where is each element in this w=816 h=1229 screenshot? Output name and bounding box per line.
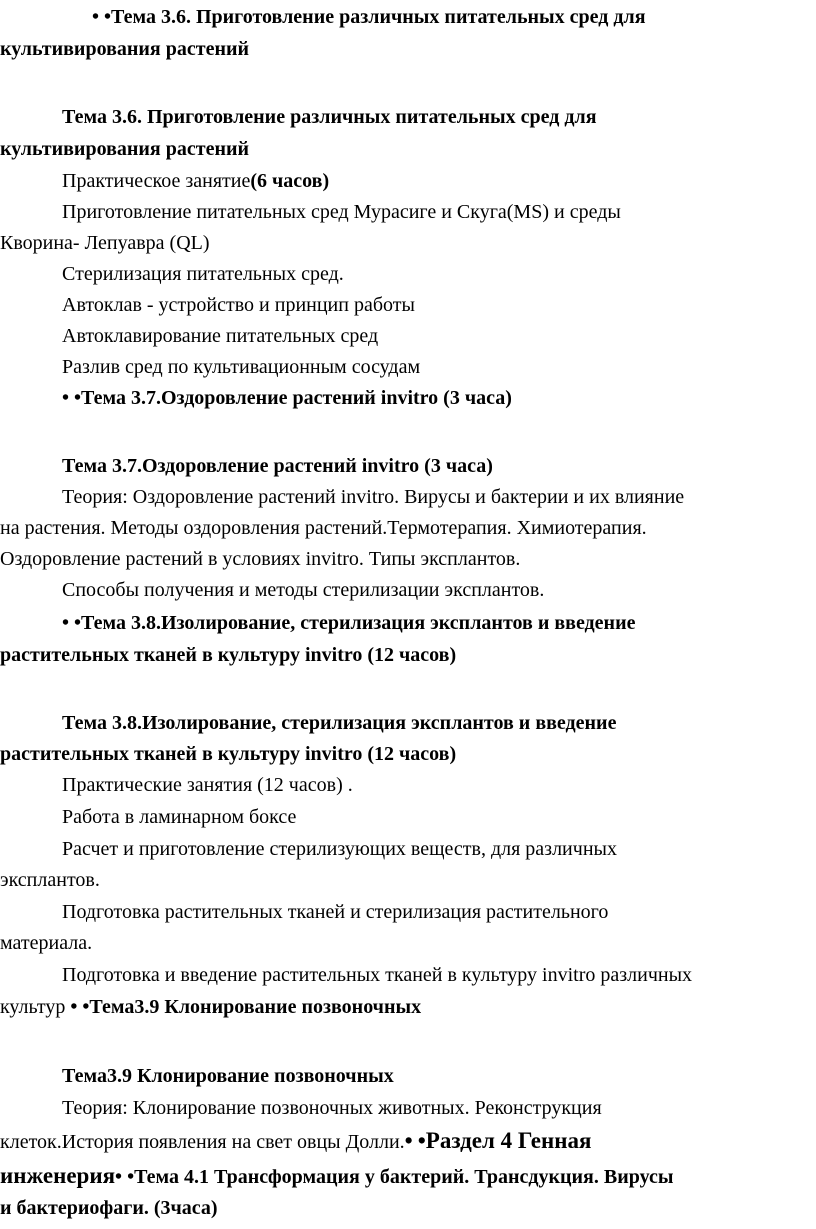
toc-heading-3-6 [92, 4, 816, 30]
toc-heading-4-1-cont: и бактериофаги. (3часа) [0, 1197, 218, 1219]
heading-text: •Тема 3.8.Изолирование, стерилизация эксплантов и введение [74, 612, 636, 634]
bullet-icon: • [62, 612, 70, 634]
paragraph-cont: на растения. Методы оздоровления растений.Термотерапия. Химиотерапия. [0, 517, 647, 539]
bullet-icon: • [70, 996, 78, 1018]
toc-section-4-cont: инженерия [0, 1163, 116, 1188]
bullet-icon: • [404, 1128, 413, 1153]
paragraph-cont [0, 994, 816, 1020]
paragraph [62, 168, 816, 194]
paragraph-cont [0, 1163, 816, 1190]
toc-heading-3-8-cont: растительных тканей в культуру invitro (12 часов) [0, 644, 457, 666]
paragraph: Расчет и приготовление стерилизующих веществ, для различных [62, 838, 617, 860]
paragraph-cont [0, 1128, 816, 1155]
bullet-icon: • [62, 387, 70, 409]
toc-heading-3-6-cont: культивирования растений [0, 38, 250, 60]
paragraph: Работа в ламинарном боксе [62, 806, 297, 828]
section-heading-3-8: Тема 3.8.Изолирование, стерилизация эксплантов и введение [62, 712, 617, 734]
section-heading-3-6: Тема 3.6. Приготовление различных питательных сред для [62, 106, 597, 128]
section-heading-3-6-cont: культивирования растений [0, 138, 250, 160]
paragraph: Приготовление питательных сред Мурасиге и Скуга(MS) и среды [62, 201, 621, 223]
paragraph: Теория: Клонирование позвоночных животных. Реконструкция [62, 1097, 602, 1119]
paragraph-cont: материала. [0, 932, 93, 954]
paragraph: Теория: Оздоровление растений invitro. Вирусы и бактерии и их влияние [62, 486, 685, 508]
paragraph: Подготовка и введение растительных тканей в культуру invitro различных [62, 964, 693, 986]
heading-text: •Тема 3.6. Приготовление различных питательных сред для [104, 6, 646, 28]
toc-section-4: •Раздел 4 Генная [417, 1128, 592, 1153]
practice-label: Практическое занятие [62, 170, 251, 192]
paragraph-cont: Кворина- Лепуавра (QL) [0, 232, 210, 254]
heading-text: •Тема 3.7.Оздоровление растений invitro (3 часа) [74, 387, 512, 409]
paragraph-tail: клеток.История появления на свет овцы Долли. [0, 1131, 405, 1153]
paragraph: Подготовка растительных тканей и стерилизация растительного [62, 901, 609, 923]
hours-label: (6 часов) [250, 170, 330, 192]
toc-heading-4-1: •Тема 4.1 Трансформация у бактерий. Трансдукция. Вирусы [127, 1166, 674, 1188]
paragraph: Автоклавирование питательных сред [62, 325, 379, 347]
section-heading-3-7: Тема 3.7.Оздоровление растений invitro (3 часа) [62, 455, 493, 477]
paragraph: Способы получения и методы стерилизации эксплантов. [62, 579, 545, 601]
toc-heading-3-9: •Тема3.9 Клонирование позвоночных [82, 996, 422, 1018]
paragraph-tail: культур [0, 996, 71, 1018]
bullet-icon: • [92, 6, 100, 28]
toc-heading-3-7 [62, 385, 816, 411]
paragraph: Стерилизация питательных сред. [62, 263, 344, 285]
bullet-icon: • [115, 1166, 123, 1188]
paragraph: Практические занятия (12 часов) . [62, 774, 353, 796]
paragraph: Автоклав - устройство и принцип работы [62, 294, 415, 316]
paragraph-cont: Оздоровление растений в условиях invitro. Типы эксплантов. [0, 548, 521, 570]
section-heading-3-8-cont: растительных тканей в культуру invitro (12 часов) [0, 743, 457, 765]
paragraph-cont: эксплантов. [0, 869, 100, 891]
toc-heading-3-8 [62, 610, 816, 636]
section-heading-3-9: Тема3.9 Клонирование позвоночных [62, 1065, 394, 1087]
paragraph: Разлив сред по культивационным сосудам [62, 356, 421, 378]
